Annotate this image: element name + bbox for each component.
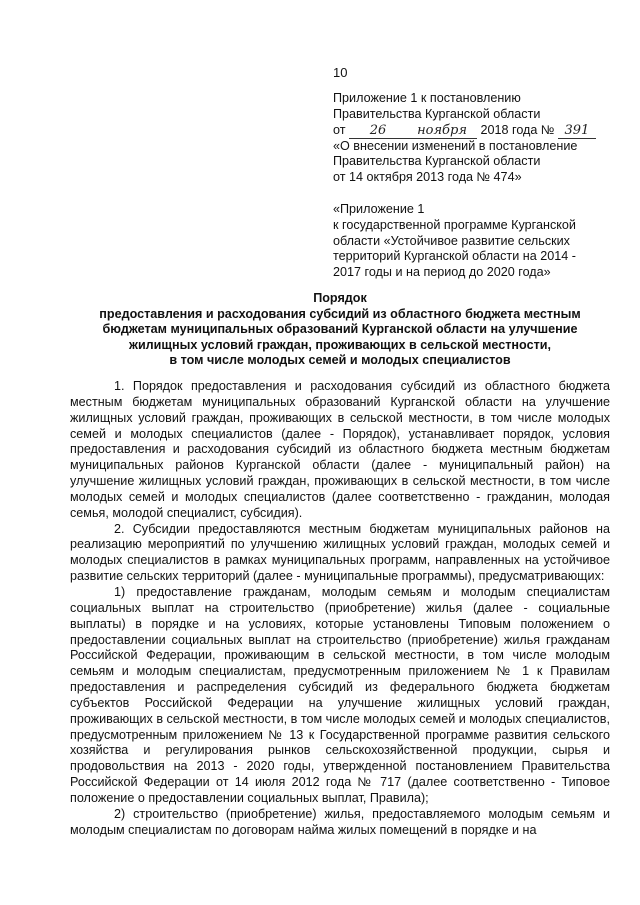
program-appendix-header [333, 202, 628, 281]
appendix-ot: от [333, 122, 346, 137]
title-line-3: бюджетам муниципальных образований Курганской области на улучшение [102, 322, 578, 337]
program-appendix-line-1: «Приложение 1 [333, 202, 425, 216]
handwritten-month: ноября [407, 124, 477, 139]
appendix-line-4: «О внесении изменений в постановление [333, 138, 578, 153]
program-appendix-line-4: территорий Курганской области на 2014 - [333, 249, 576, 264]
appendix-year: 2018 года № [480, 122, 555, 137]
appendix-line-1: Приложение 1 к постановлению [333, 91, 521, 105]
paragraph-2-item-2: 2) строительство (приобретение) жилья, предоставляемого молодым семьям и молодым специалистам по договорам найма жилых помещений в порядке и на [70, 806, 610, 837]
title-line-2: предоставления и расходования субсидий из областного бюджета местным [99, 306, 581, 321]
program-appendix-line-3: области «Устойчивое развитие сельских [333, 233, 570, 248]
paragraph-1: 1. Порядок предоставления и расходования субсидий из областного бюджета местным бюджетам муниципальных образований Курганской области на улучшение жилищных условий граждан, проживающих в сельской местности, в том числе молодых семей и молодых специалистов (далее - Порядок), устанавливает порядок, условия предоставления и расходования субсидий из областного бюджета местным бюджетам муниципальных районов Курганской области (далее - муниципальный район) на улучшение жилищных условий граждан, проживающих в сельской местности, в том числе молодых семей и молодых специалистов (далее соответственно - гражданин, молодая семья, молодой специалист, субсидия). [70, 379, 610, 520]
title-line-4: жилищных условий граждан, проживающих в сельской местности, [129, 337, 551, 352]
page-number: 10 [333, 65, 348, 80]
title-line-1: Порядок [313, 291, 367, 305]
appendix-line-2: Правительства Курганской области [333, 106, 541, 121]
document-title [70, 291, 610, 369]
paragraph-2: 2. Субсидии предоставляются местным бюджетам муниципальных районов на реализацию мероприятий по улучшению жилищных условий граждан, молодых семей и молодых специалистов в рамках муниципальных программ, направленных на устойчивое развитие сельских территорий (далее - муниципальные программы), предусматривающих: [70, 521, 610, 584]
appendix-date-line [333, 123, 623, 139]
handwritten-number: 391 [558, 124, 596, 139]
document-body [70, 379, 610, 838]
title-line-5: в том числе молодых семей и молодых специалистов [169, 353, 511, 368]
program-appendix-line-5: 2017 годы и на период до 2020 года» [333, 265, 551, 280]
appendix-header [333, 91, 623, 186]
appendix-line-6: от 14 октября 2013 года № 474» [333, 170, 522, 185]
paragraph-2-item-1: 1) предоставление гражданам, молодым семьям и молодым специалистам социальных выплат на строительство (приобретение) жилья (далее - социальные выплаты) в порядке и на условиях, которые установлены Типовым положением о предоставлении социальных выплат на строительство (приобретение) жилья гражданам Российской Федерации, проживающим в сельской местности, в том числе молодым семьям и молодым специалистам, предусмотренным приложением № 1 к Правилам предоставления и распределения субсидий из федерального бюджета бюджетам субъектов Российской Федерации на улучшение жилищных условий граждан, проживающих в сельской местности, в том числе молодых семей и молодых специалистов, предусмотренным приложением № 13 к Государственной программе развития сельского хозяйства и регулирования рынков сельскохозяйственной продукции, сырья и продовольствия на 2013 - 2020 годы, утвержденной постановлением Правительства Российской Федерации от 14 июля 2012 года № 717 (далее соответственно - Типовое положение о предоставлении социальных выплат, Правила); [70, 584, 610, 805]
program-appendix-line-2: к государственной программе Курганской [333, 217, 576, 232]
handwritten-day: 26 [349, 124, 407, 139]
appendix-line-5: Правительства Курганской области [333, 154, 541, 169]
